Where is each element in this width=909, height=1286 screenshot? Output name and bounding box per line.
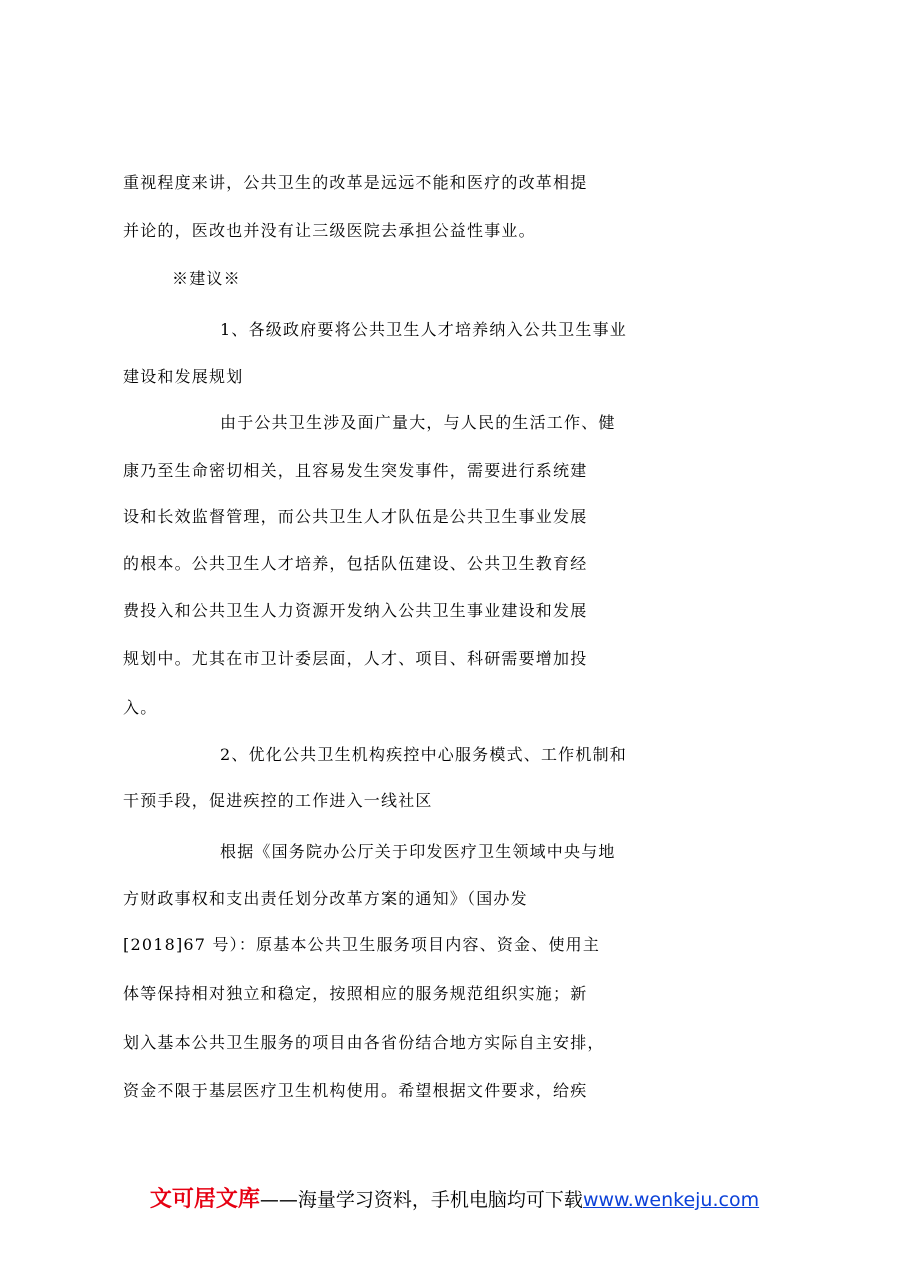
paragraph-first-line: 由于公共卫生涉及面广量大，与人民的生活工作、健	[220, 413, 616, 432]
body-text-line: 规划中。尤其在市卫计委层面，人才、项目、科研需要增加投	[123, 649, 588, 668]
body-text-line: 体等保持相对独立和稳定，按照相应的服务规范组织实施；新	[123, 984, 588, 1003]
section-heading: ※建议※	[172, 269, 241, 288]
footer-tagline: ——海量学习资料，手机电脑均可下载	[259, 1189, 583, 1211]
body-text-line: 并论的，医改也并没有让三级医院去承担公益性事业。	[123, 221, 536, 240]
body-text-line: [2018]67 号）：原基本公共卫生服务项目内容、资金、使用主	[123, 935, 601, 954]
body-text-line: 康乃至生命密切相关，且容易发生突发事件，需要进行系统建	[123, 461, 588, 480]
body-text-line: 费投入和公共卫生人力资源开发纳入公共卫生事业建设和发展	[123, 601, 588, 620]
body-text-line: 方财政事权和支出责任划分改革方案的通知》（国办发	[123, 889, 528, 908]
numbered-heading: 1、各级政府要将公共卫生人才培养纳入公共卫生事业	[220, 320, 627, 339]
body-text-line: 设和长效监督管理，而公共卫生人才队伍是公共卫生事业发展	[123, 507, 588, 526]
body-text-line: 划入基本公共卫生服务的项目由各省份结合地方实际自主安排，	[123, 1033, 605, 1052]
body-text-line: 资金不限于基层医疗卫生机构使用。希望根据文件要求，给疾	[123, 1081, 588, 1100]
numbered-heading: 2、优化公共卫生机构疾控中心服务模式、工作机制和	[220, 745, 627, 764]
footer-brand: 文可居文库	[149, 1187, 260, 1212]
body-text-line: 的根本。公共卫生人才培养，包括队伍建设、公共卫生教育经	[123, 554, 588, 573]
paragraph-first-line: 根据《国务院办公厅关于印发医疗卫生领域中央与地	[220, 842, 616, 861]
body-text-line: 入。	[123, 698, 158, 717]
numbered-heading-continuation: 建设和发展规划	[123, 367, 244, 386]
page-footer	[0, 1182, 909, 1213]
numbered-heading-continuation: 干预手段，促进疾控的工作进入一线社区	[123, 791, 433, 810]
footer-link[interactable]: www.wenkeju.com	[582, 1189, 760, 1211]
body-text-line: 重视程度来讲，公共卫生的改革是远远不能和医疗的改革相提	[123, 173, 588, 192]
